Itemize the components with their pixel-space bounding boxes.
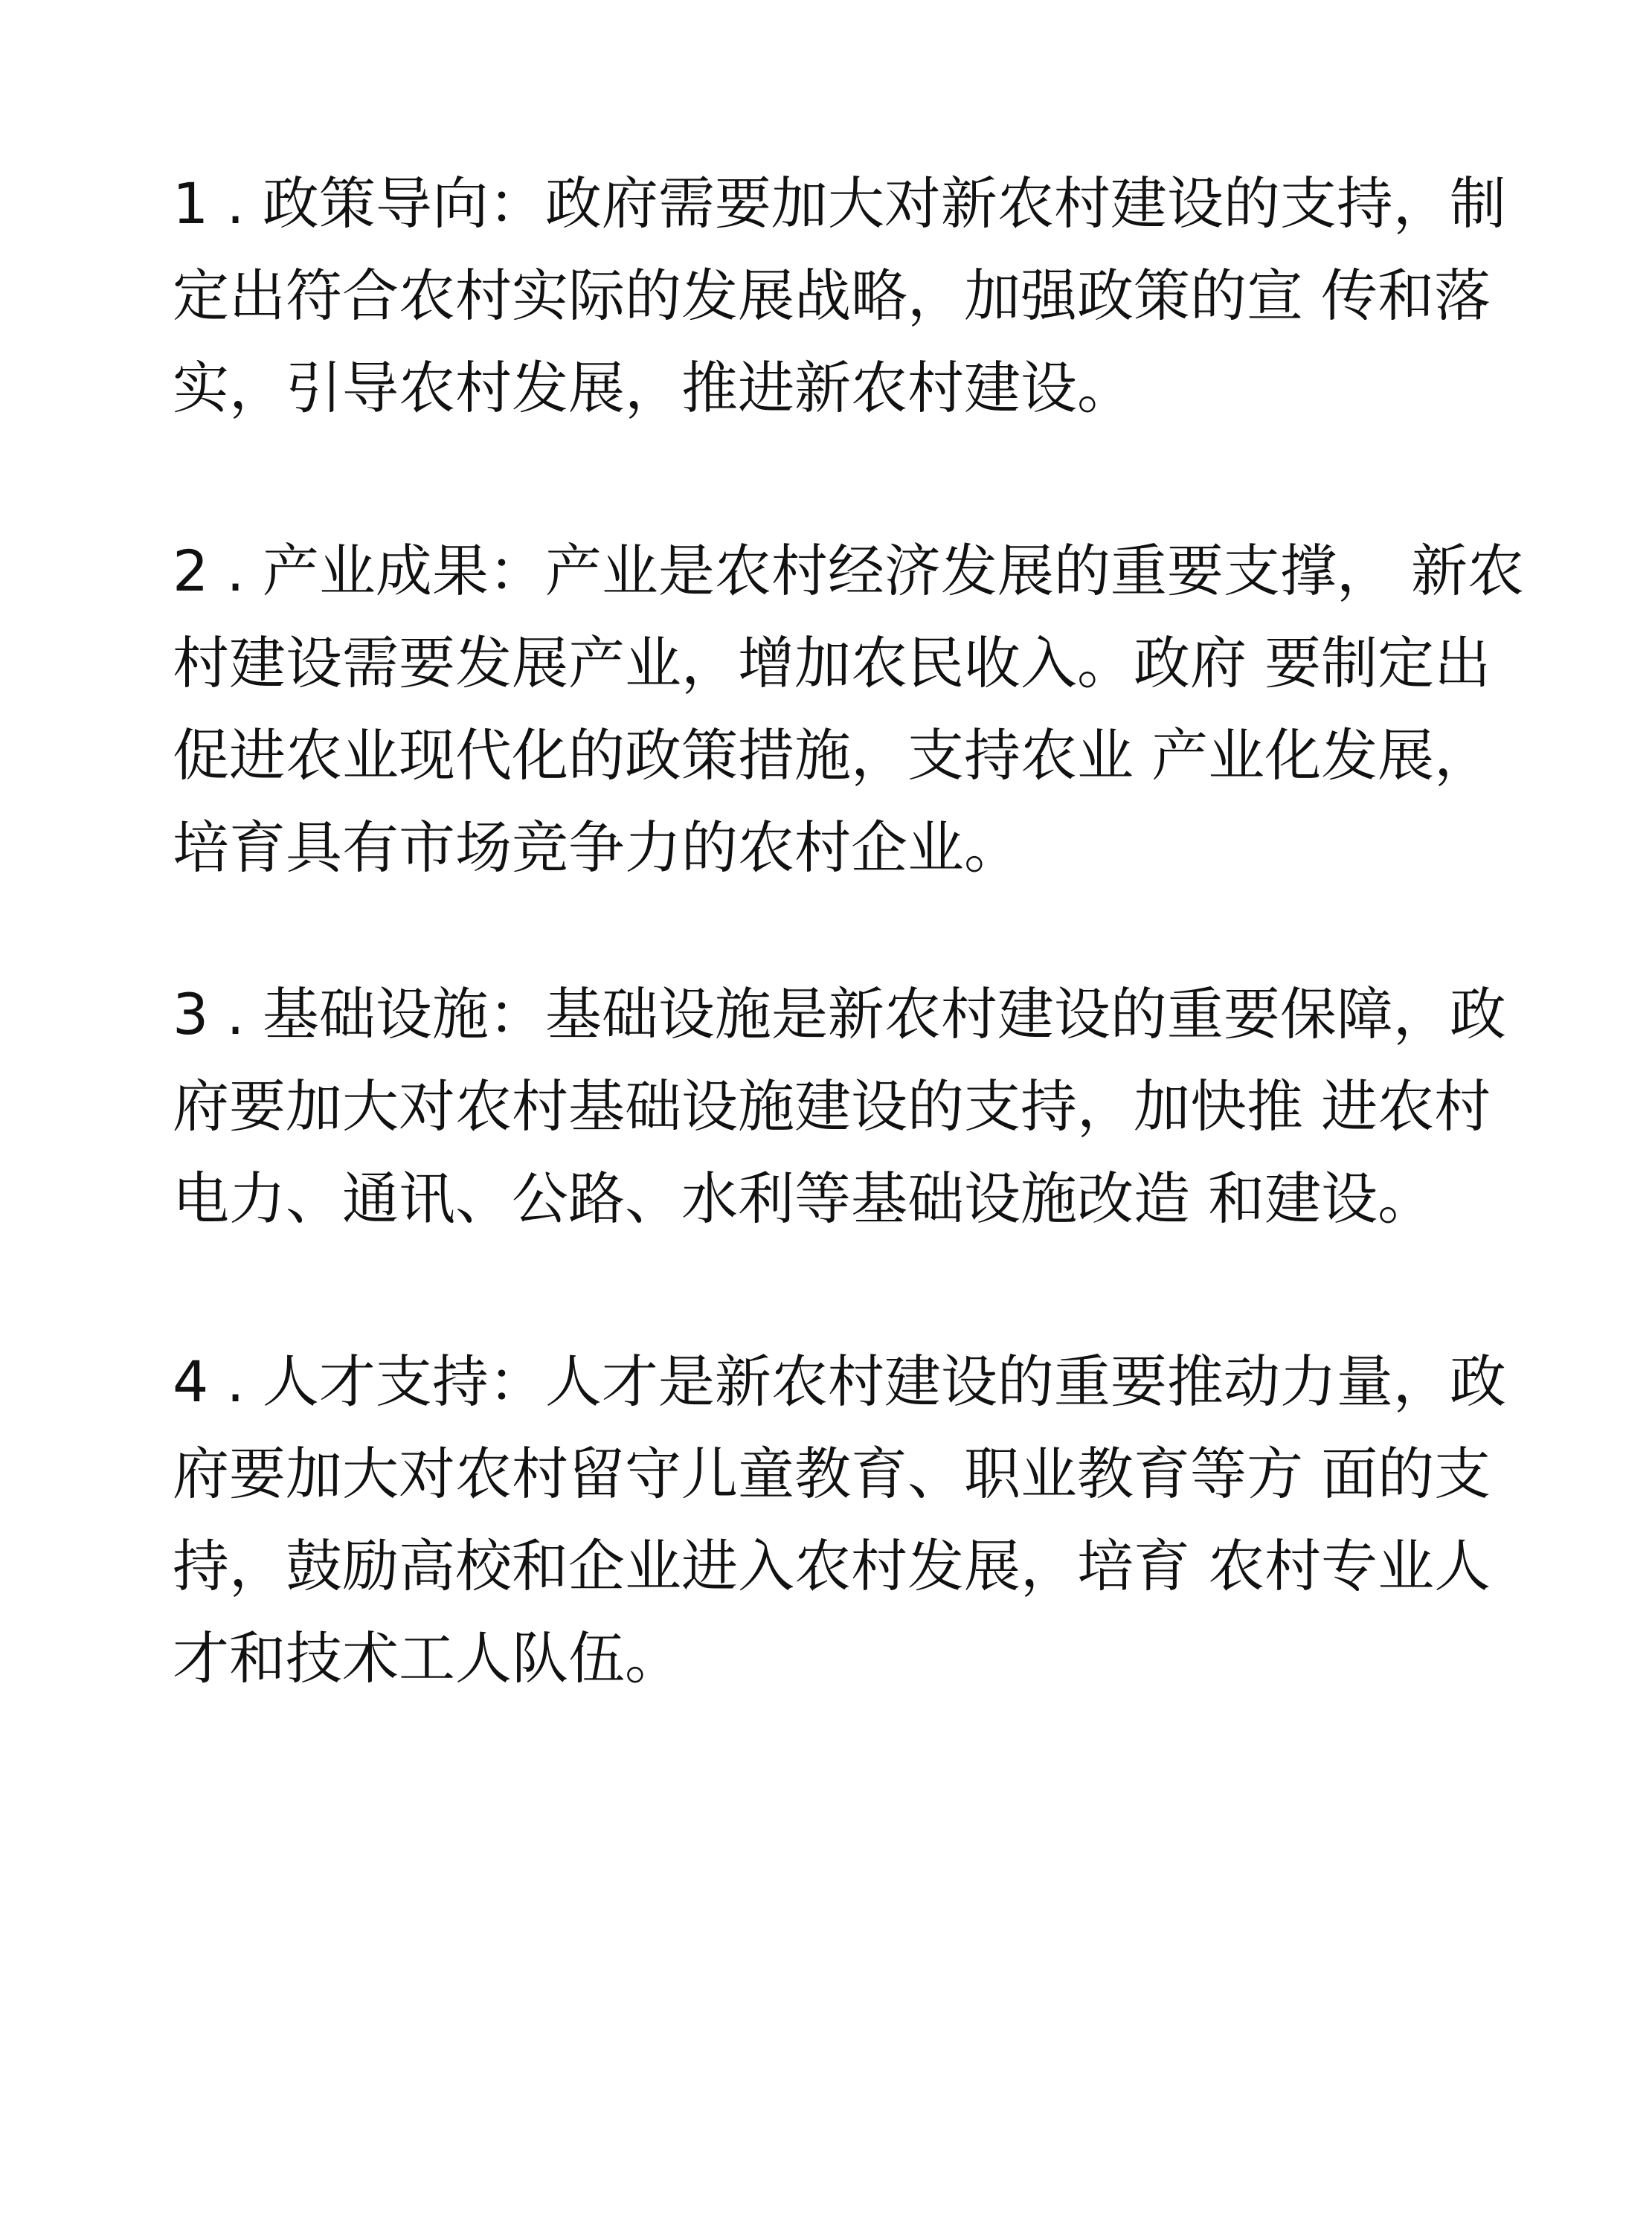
paragraph-line: 3 . 基础设施：基础设施是新农村建设的重要保障，政 — [173, 981, 1506, 1047]
paragraph-line: 培育具有市场竞争力的农村企业。 — [173, 814, 1021, 881]
paragraph-talent-support — [173, 1336, 1504, 1705]
paragraph-line: 4 . 人才支持：人才是新农村建设的重要推动力量，政 — [173, 1348, 1506, 1415]
paragraph-line: 才和技术工人队伍。 — [173, 1625, 681, 1691]
paragraph-policy-guidance — [173, 158, 1504, 434]
paragraph-line: 实，引导农村发展，推进新农村建设。 — [173, 355, 1134, 421]
paragraph-line: 村建设需要发展产业，增加农民收入。政府 要制定出 — [173, 630, 1491, 696]
paragraph-industry-results — [173, 525, 1524, 894]
paragraph-infrastructure — [173, 968, 1504, 1245]
paragraph-line: 促进农业现代化的政策措施，支持农业 产业化发展， — [173, 722, 1491, 788]
paragraph-line: 电力、通讯、公路、水利等基础设施改造 和建设。 — [173, 1166, 1435, 1232]
paragraph-line: 持，鼓励高校和企业进入农村发展，培育 农村专业人 — [173, 1533, 1491, 1599]
paragraph-line: 1 . 政策导向：政府需要加大对新农村建设的支持，制 — [173, 170, 1506, 237]
paragraph-line: 府要加大对农村基础设施建设的支持，加快推 进农村 — [173, 1073, 1491, 1139]
paragraph-line: 2 . 产业成果：产业是农村经济发展的重要支撑， 新农 — [173, 538, 1524, 604]
paragraph-line: 府要加大对农村留守儿童教育、职业教育等方 面的支 — [173, 1441, 1491, 1507]
paragraph-line: 定出符合农村实际的发展战略，加强政策的宣 传和落 — [173, 263, 1491, 329]
